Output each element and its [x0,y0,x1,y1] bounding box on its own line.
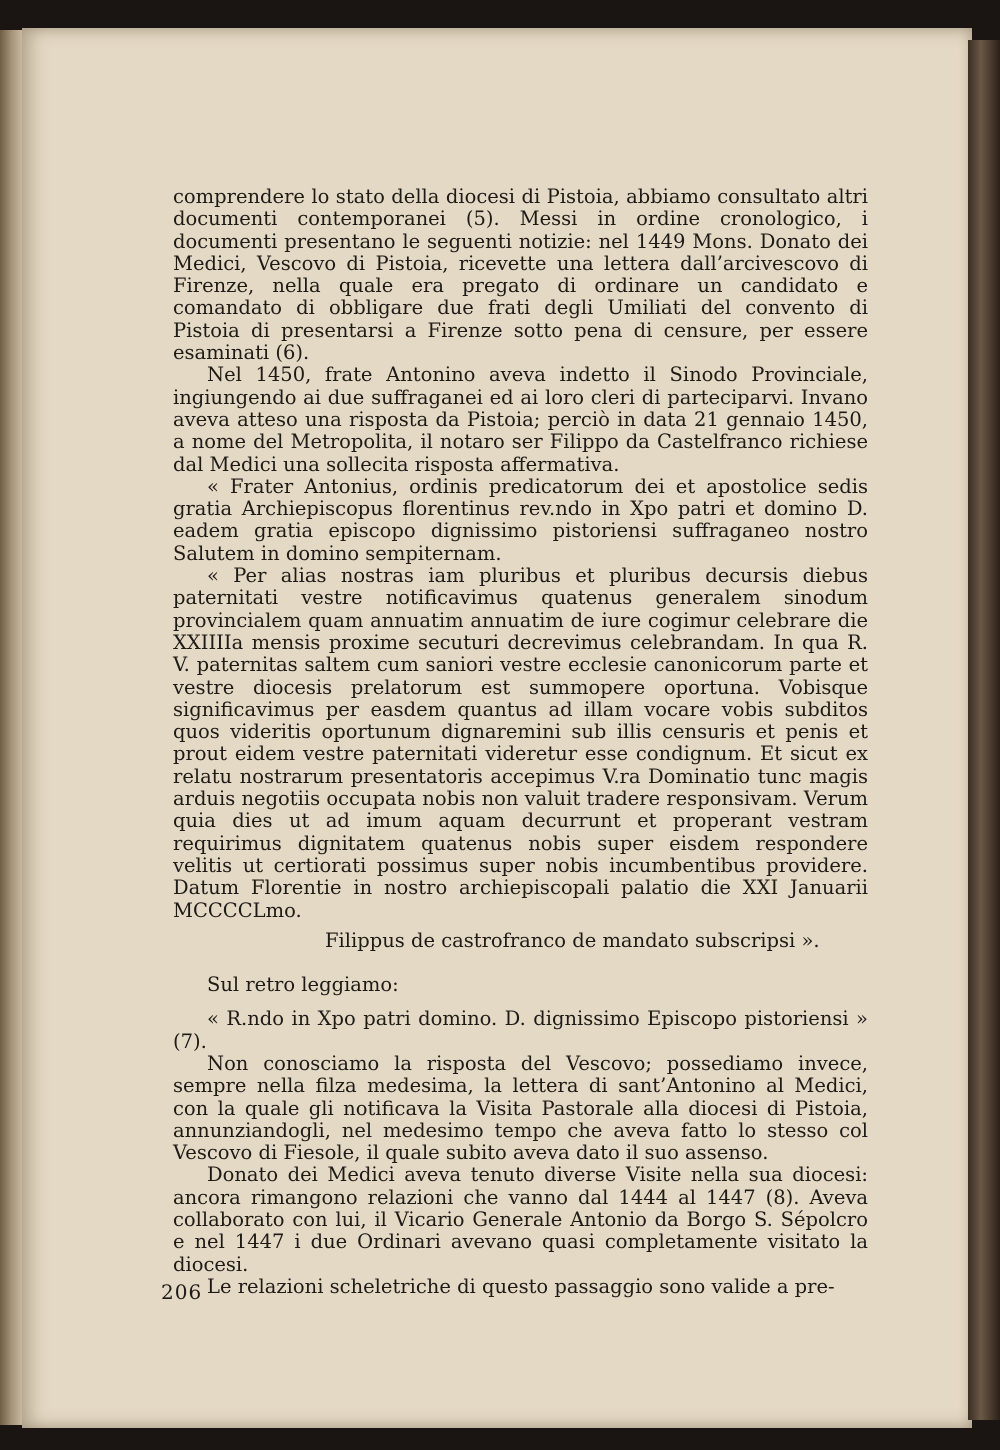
page-number: 206 [161,1280,203,1304]
paragraph: Sul retro leggiamo: [207,973,399,997]
page-edge [968,40,1000,1420]
paragraph: Le relazioni scheletriche di questo passaggio sono valide a pre- [207,1274,835,1298]
paragraph: comprendere lo stato della diocesi di Pistoia, abbiamo consultato altri documenti contemporanei (5). Messi in ordine cronologico, i documenti presentano le seguenti notizie: nel 1449 Mons. Donato dei Medici, Vescovo di Pistoia, ricevette una lettera dall’arcivescovo di Firenze, nella quale era pregato di ordinare un candidato e comandato di obbligare due frati degli Umiliati del convento di Pistoia di presentarsi a Firenze sotto pena di censure, per essere esaminati (6). [173,185,868,365]
paragraph: Nel 1450, frate Antonino aveva indetto il Sinodo Provinciale, ingiungendo ai due suffraganei ed ai loro cleri di parteciparvi. Invano aveva atteso una risposta da Pistoia; perciò in data 21 gennaio 1450, a nome del Metropolita, il notaro ser Filippo da Castelfranco richiese dal Medici una sollecita risposta affermativa. [173,363,868,476]
quote-paragraph: « R.ndo in Xpo patri domino. D. dignissimo Episcopo pistoriensi » (7). [173,1007,868,1053]
quote-paragraph: « Per alias nostras iam pluribus et pluribus decursis diebus paternitati vestre notificavimus quatenus generalem sinodum provincialem quam annuatim annuatim de iure cogimur celebrare die XXIIIIa mensis proxime secuturi decrevimus celebrandam. In qua R. V. paternitas saltem cum saniori vestre ecclesie canonicorum parte et vestre diocesis prelatorum est summopere oportuna. Vobisque significavimus per easdem quantus ad illam vocare vobis subditos quos videritis oportunum dignaremini sub illis censuris et penis et prout eidem vestre paternitati videretur esse condignum. Et sicut ex relatu nostrarum presentatoris accepimus V.ra Dominatio tunc magis arduis negotiis occupata nobis non valuit tradere responsivam. Verum quia dies ut ad imum aquam decurrunt et properant vestram requirimus dignitatem quatenus nobis super eisdem respondere velitis ut certiorati possimus super nobis incumbentibus providere. Datum Florentie in nostro archiepiscopali palatio die XXI Januarii MCCCCLmo. [173,564,868,922]
paragraph: Non conosciamo la risposta del Vescovo; possediamo invece, sempre nella filza medesima, la lettera di sant’Antonino al Medici, con la quale gli notificava la Visita Pastorale alla diocesi di Pistoia, annunziandogli, nel medesimo tempo che aveva fatto lo stesso col Vescovo di Fiesole, il quale subito aveva dato il suo assenso. [173,1051,868,1165]
body-text [173,186,868,1298]
signature-line: Filippus de castrofranco de mandato subscripsi ». [325,928,820,952]
paragraph: Donato dei Medici aveva tenuto diverse Visite nella sua diocesi: ancora rimangono relazioni che vanno dal 1444 al 1447 (8). Aveva collaborato con lui, il Vicario Generale Antonio da Borgo S. Sépolcro e nel 1447 i due Ordinari avevano quasi completamente visitato la diocesi. [173,1163,868,1276]
quote-paragraph: « Frater Antonius, ordinis predicatorum dei et apostolice sedis gratia Archiepiscopus florentinus rev.ndo in Xpo patri et domino D. eadem gratia episcopo dignissimo pistoriensi suffraganeo nostro Salutem in domino sempiternam. [173,474,868,565]
